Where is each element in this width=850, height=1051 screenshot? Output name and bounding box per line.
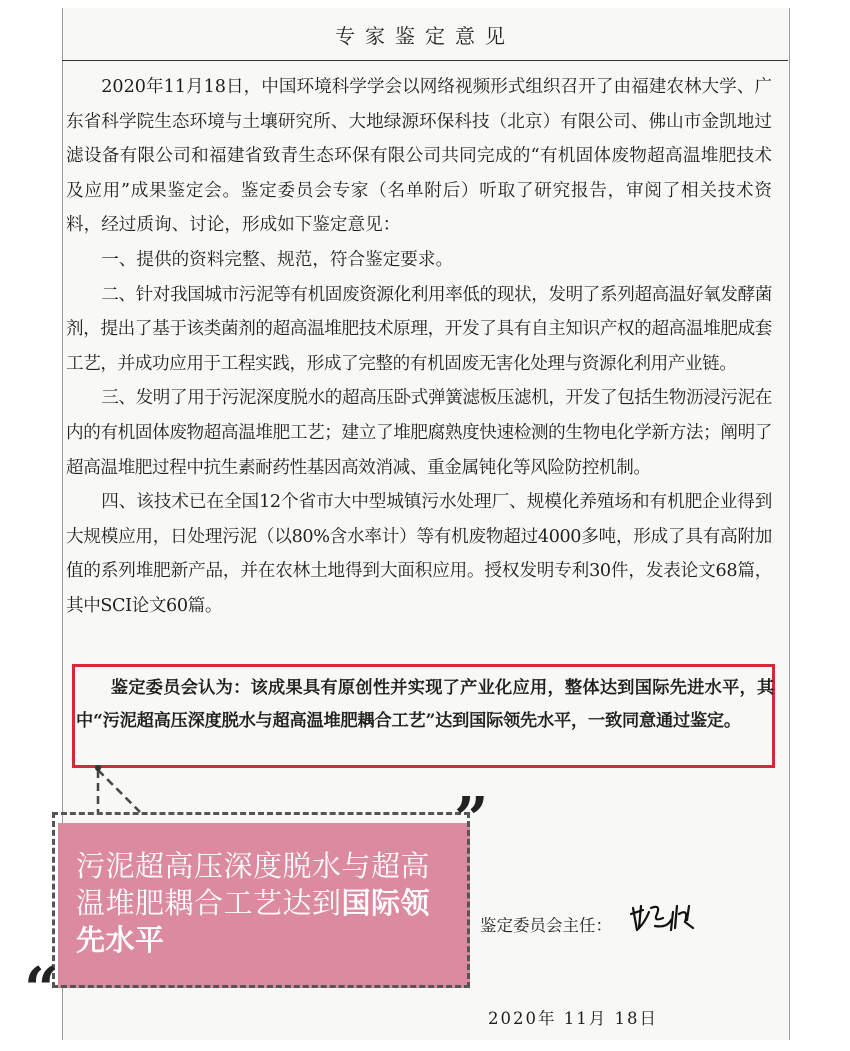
callout-line-1: 污泥超高压深度脱水与超高 — [76, 849, 431, 883]
intro-paragraph: 2020年11月18日，中国环境科学学会以网络视频形式组织召开了由福建农林大学、广东省科学院生态环境与土壤研究所、大地绿源环保科技（北京）有限公司、佛山市金凯地过滤设备有限公司和福建省致青生态环保有限公司共同完成的“有机固体废物超高温堆肥技术及应用”成果鉴定会。鉴定委员会专家（名单附后）听取了研究报告，审阅了相关技术资料，经过质询、讨论，形成如下鉴定意见： — [66, 77, 772, 236]
callout-line-2 — [76, 885, 456, 922]
opinion-item-4: 四、该技术已在全国12个省市大中型城镇污水处理厂、规模化养殖场和有机肥企业得到大规模应用，日处理污泥（以80%含水率计）等有机废物超过4000多吨，形成了具有高附加值的系列堆肥新产品，并在农林土地得到大面积应用。授权发明专利30件，发表论文68篇，其中SCI论文60篇。 — [66, 492, 772, 616]
callout-line-2-plain: 温堆肥耦合工艺达到 — [76, 886, 342, 920]
committee-chair-label: 鉴定委员会主任： — [480, 916, 612, 935]
callout-line-3: 先水平 — [76, 923, 165, 957]
callout-text — [76, 848, 456, 959]
handwritten-signature — [627, 898, 707, 938]
opinion-item-2: 二、针对我国城市污泥等有机固废资源化利用率低的现状，发明了系列超高温好氧发酵菌剂，提出了基于该类菌剂的超高温堆肥技术原理，开发了具有自主知识产权的超高温堆肥成套工艺，并成功应用于工程实践，形成了完整的有机固废无害化处理与资源化利用产业链。 — [66, 284, 772, 374]
conclusion-sentence: 鉴定委员会认为：该成果具有原创性并实现了产业化应用，整体达到国际先进水平，其中“污泥超高压深度脱水与超高温堆肥耦合工艺”达到国际领先水平，一致同意通过鉴定。 — [76, 678, 774, 731]
document-date: 2020年 11月 18日 — [488, 1009, 658, 1028]
opinion-item-1: 一、提供的资料完整、规范，符合鉴定要求。 — [101, 249, 454, 270]
opinion-item-3: 三、发明了用于污泥深度脱水的超高压卧式弹簧滤板压滤机，开发了包括生物沥浸污泥在内的有机固体废物超高温堆肥工艺；建立了堆肥腐熟度快速检测的生物电化学新方法；阐明了超高温堆肥过程中抗生素耐药性基因高效消减、重金属钝化等风险防控机制。 — [66, 388, 772, 478]
document-title: 专家鉴定意见 — [335, 24, 515, 48]
open-quote-mark: “ — [24, 955, 59, 1025]
close-quote-mark: ” — [454, 785, 489, 855]
callout-line-2-bold: 国际领 — [341, 886, 431, 920]
